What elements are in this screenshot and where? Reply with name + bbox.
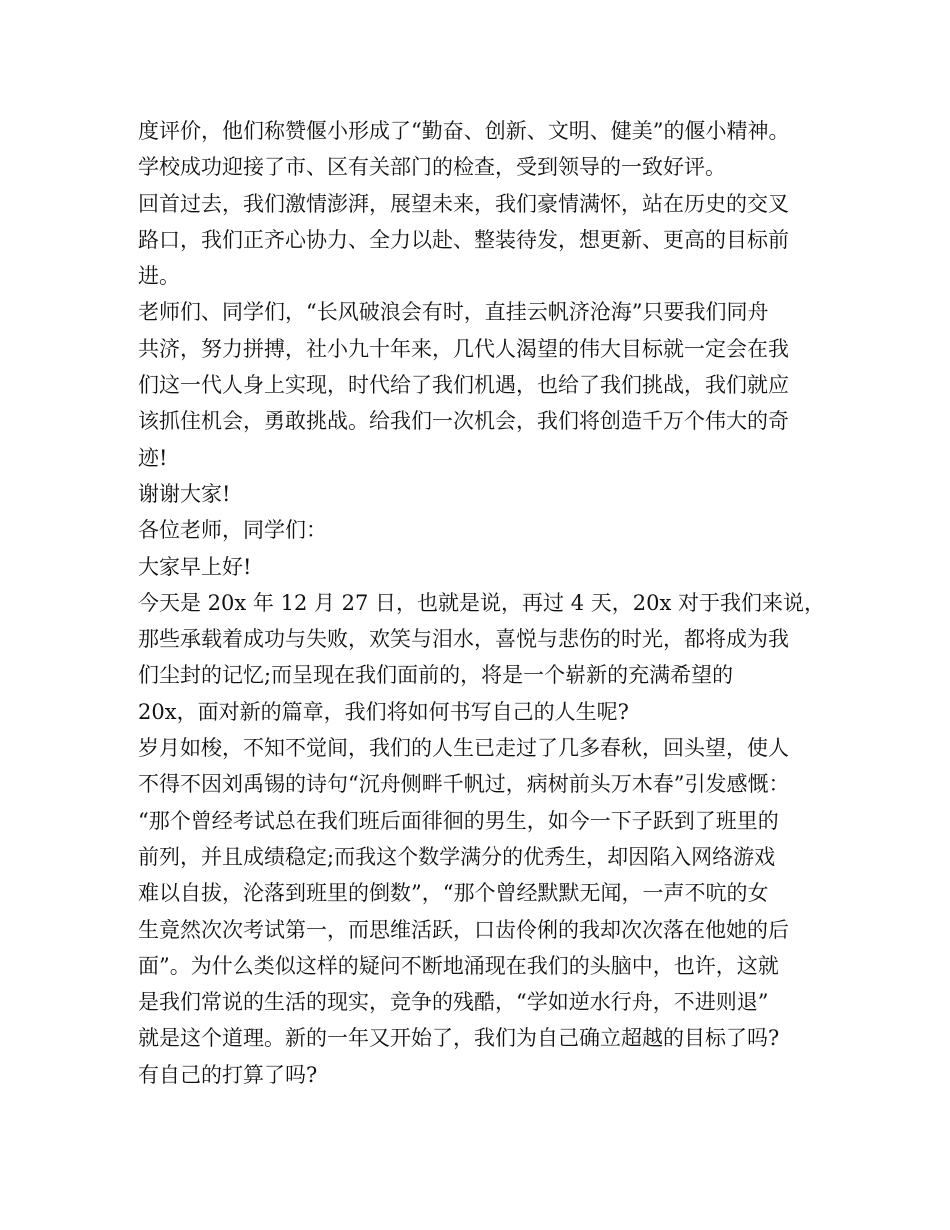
text-line: 面”。为什么类似这样的疑问不断地涌现在我们的头脑中，也许，这就 [138, 953, 779, 978]
text-line: 大家早上好! [138, 554, 252, 579]
text-line: 岁月如梭，不知不觉间，我们的人生已走过了几多春秋，回头望，使人 [138, 736, 789, 761]
text-line: 该抓住机会，勇敢挑战。给我们一次机会，我们将创造千万个伟大的奇 [138, 409, 789, 434]
text-line: 们尘封的记忆;而呈现在我们面前的，将是一个崭新的充满希望的 [138, 663, 734, 688]
text-line: 路口，我们正齐心协力、全力以赴、整装待发，想更新、更高的目标前 [138, 227, 789, 252]
text-line: 各位老师，同学们： [138, 518, 327, 543]
text-line: 就是这个道理。新的一年又开始了，我们为自己确立超越的目标了吗? [138, 1026, 780, 1051]
text-line: 老师们、同学们，“长风破浪会有时，直挂云帆济沧海”只要我们同舟 [138, 300, 769, 325]
text-line: 今天是 20x 年 12 月 27 日，也就是说，再过 4 天，20x 对于我们来说， [138, 590, 826, 615]
text-line: 是我们常说的生活的现实，竞争的残酷，“学如逆水行舟，不进则退” [138, 990, 769, 1015]
text-line: 学校成功迎接了市、区有关部门的检查，受到领导的一致好评。 [138, 155, 726, 180]
text-line: 们这一代人身上实现，时代给了我们机遇，也给了我们挑战，我们就应 [138, 373, 789, 398]
text-line: 难以自拔，沦落到班里的倒数”，“那个曾经默默无闻，一声不吭的女 [138, 881, 769, 906]
text-line: 谢谢大家! [138, 481, 231, 506]
text-line: 回首过去，我们激情澎湃，展望未来，我们豪情满怀，站在历史的交叉 [138, 191, 789, 216]
text-line: 20x，面对新的篇章，我们将如何书写自己的人生呢? [138, 699, 629, 724]
text-line: 生竟然次次考试第一，而思维活跃，口齿伶俐的我却次次落在他她的后 [138, 917, 789, 942]
text-line: 那些承载着成功与失败，欢笑与泪水，喜悦与悲伤的时光，都将成为我 [138, 627, 789, 652]
text-line: 度评价，他们称赞偃小形成了“勤奋、创新、文明、健美”的偃小精神。 [138, 119, 790, 143]
document-body [138, 113, 838, 1093]
text-line: 不得不因刘禹锡的诗句“沉舟侧畔千帆过，病树前头万木春”引发感慨： [138, 772, 790, 797]
text-line: 有自己的打算了吗? [138, 1062, 318, 1087]
text-line: 迹! [138, 445, 168, 470]
text-line: 前列，并且成绩稳定;而我这个数学满分的优秀生，却因陷入网络游戏 [138, 844, 776, 869]
text-line: 进。 [138, 264, 180, 289]
text-line: 共济，努力拼搏，社小九十年来，几代人渴望的伟大目标就一定会在我 [138, 336, 789, 361]
text-line: “那个曾经考试总在我们班后面徘徊的男生，如今一下子跃到了班里的 [138, 808, 779, 833]
